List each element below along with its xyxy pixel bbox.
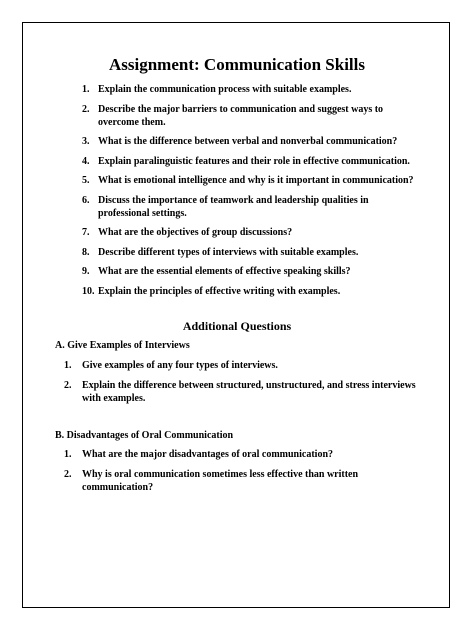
additional-questions-heading: Additional Questions	[182, 319, 292, 333]
list-item	[82, 103, 420, 129]
list-item	[82, 174, 420, 187]
list-item	[64, 359, 422, 372]
list-item	[82, 194, 420, 220]
section-a-list	[64, 359, 422, 412]
item-text: Describe different types of interviews with suitable examples.	[98, 246, 359, 258]
item-number: 1.	[64, 449, 72, 460]
item-number: 8.	[82, 246, 90, 258]
item-text: What are the objectives of group discussions?	[98, 227, 293, 238]
item-number: 2.	[82, 103, 90, 115]
list-item	[82, 285, 420, 298]
item-text: Why is oral communication sometimes less effective than written communication?	[82, 469, 359, 493]
item-number: 2.	[64, 469, 72, 480]
list-item	[64, 448, 422, 461]
section-b-label: B. Disadvantages of Oral Communication	[55, 430, 234, 441]
item-number: 1.	[82, 84, 90, 95]
main-question-list	[82, 83, 420, 304]
list-item	[82, 246, 420, 259]
item-text: Explain the principles of effective writing with examples.	[98, 285, 341, 297]
item-text: Explain paralinguistic features and their role in effective communication.	[98, 155, 410, 167]
page-title: Assignment: Communication Skills	[109, 55, 365, 74]
item-text: What are the major disadvantages of oral communication?	[82, 449, 334, 460]
item-text: Explain the communication process with suitable examples.	[98, 84, 352, 95]
item-text: What is emotional intelligence and why is it important in communication?	[98, 175, 414, 186]
item-number: 9.	[82, 266, 90, 277]
list-item	[64, 379, 422, 405]
item-number: 5.	[82, 175, 90, 186]
list-item	[82, 226, 420, 239]
item-number: 3.	[82, 136, 90, 147]
item-text: Discuss the importance of teamwork and leadership qualities in professional settings.	[98, 194, 369, 219]
section-b-list	[64, 448, 422, 501]
section-a-label: A. Give Examples of Interviews	[55, 340, 190, 351]
item-text: What are the essential elements of effective speaking skills?	[98, 266, 351, 277]
item-number: 6.	[82, 194, 90, 206]
list-item	[82, 83, 420, 96]
item-text: Describe the major barriers to communication and suggest ways to overcome them.	[98, 103, 384, 128]
item-text: Give examples of any four types of interviews.	[82, 360, 278, 371]
item-text: Explain the difference between structured, unstructured, and stress interviews with examples.	[82, 380, 416, 404]
item-number: 10.	[82, 285, 95, 297]
list-item	[82, 265, 420, 278]
list-item	[82, 135, 420, 148]
list-item	[82, 155, 420, 168]
item-number: 2.	[64, 380, 72, 391]
item-number: 1.	[64, 360, 72, 371]
item-number: 4.	[82, 155, 90, 167]
item-text: What is the difference between verbal and nonverbal communication?	[98, 136, 398, 147]
item-number: 7.	[82, 227, 90, 238]
list-item	[64, 468, 422, 494]
